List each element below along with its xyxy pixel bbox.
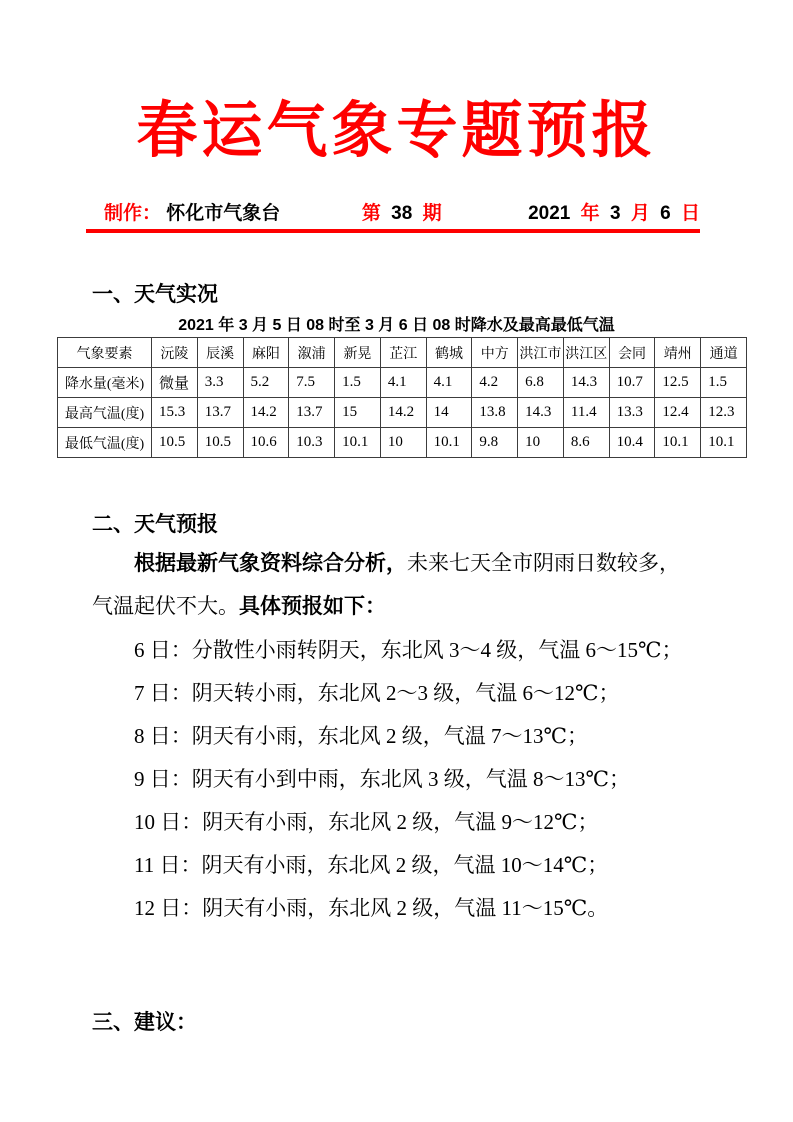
row-label: 最低气温(度) [58,428,152,458]
intro-regular-2: 气温起伏不大。 [92,594,239,618]
table-header-cell: 新晃 [335,338,381,368]
table-header-cell: 气象要素 [58,338,152,368]
table-cell: 10.7 [609,368,655,398]
table-cell: 10.5 [152,428,198,458]
table-cell: 7.5 [289,368,335,398]
table-header-cell: 沅陵 [152,338,198,368]
row-label: 最高气温(度) [58,398,152,428]
table-cell: 4.1 [380,368,426,398]
table-cell: 6.8 [518,368,564,398]
table-cell: 10.1 [335,428,381,458]
forecast-item-day6: 6 日：分散性小雨转阴天，东北风 3～4 级，气温 6～15℃； [134,638,683,662]
table-cell: 11.4 [563,398,609,428]
table-cell: 10.6 [243,428,289,458]
table-cell: 12.3 [701,398,747,428]
table-header-cell: 麻阳 [243,338,289,368]
table-cell: 13.8 [472,398,518,428]
masthead-divider-rule [86,229,700,233]
table-cell: 4.2 [472,368,518,398]
table-header-cell: 中方 [472,338,518,368]
forecast-list [92,629,710,930]
table-row-max-temp [58,398,747,428]
table-cell: 微量 [152,368,198,398]
table-cell: 9.8 [472,428,518,458]
intro-regular-1: 未来七天全市阴雨日数较多， [407,551,680,575]
table-header-cell: 会同 [609,338,655,368]
producer-name: 怀化市气象台 [166,203,281,224]
table-header-cell: 鹤城 [426,338,472,368]
table-row-precipitation [58,368,747,398]
table-cell: 10.3 [289,428,335,458]
date-month-unit: 月 [630,203,650,224]
forecast-item-day9: 9 日：阴天有小到中雨，东北风 3 级，气温 8～13℃； [134,767,630,791]
table-cell: 12.4 [655,398,701,428]
intro-bold-1: 根据最新气象资料综合分析， [134,552,407,575]
table-header-cell: 靖州 [655,338,701,368]
table-header-cell: 洪江市 [518,338,564,368]
forecast-intro [92,542,710,628]
table-cell: 14.3 [518,398,564,428]
table-cell: 14 [426,398,472,428]
table-header-cell: 通道 [701,338,747,368]
date-year-unit: 年 [580,203,600,224]
table-cell: 10.1 [426,428,472,458]
date-year: 2021 [528,203,571,224]
intro-bold-2: 具体预报如下： [239,595,386,618]
row-label: 降水量(毫米) [58,368,152,398]
forecast-item-day7: 7 日：阴天转小雨，东北风 2～3 级，气温 6～12℃； [134,681,620,705]
issue-prefix: 第 [361,203,381,224]
table-cell: 13.3 [609,398,655,428]
table-cell: 4.1 [426,368,472,398]
forecast-item-day10: 10 日：阴天有小雨，东北风 2 级，气温 9～12℃； [134,810,599,834]
table-cell: 10.1 [655,428,701,458]
table-header-cell: 芷江 [380,338,426,368]
weather-table-title: 2021 年 3 月 5 日 08 时至 3 月 6 日 08 时降水及最高最低气温 [178,317,615,334]
table-header-cell: 洪江区 [563,338,609,368]
table-cell: 15.3 [152,398,198,428]
document-title: 春运气象专题预报 [136,98,657,165]
table-cell: 8.6 [563,428,609,458]
section-1-heading: 一、天气实况 [92,283,218,306]
issue-number [362,198,442,225]
table-header-cell: 溆浦 [289,338,335,368]
issue-date [523,198,700,225]
table-cell: 13.7 [197,398,243,428]
table-cell: 14.3 [563,368,609,398]
table-cell: 10.1 [701,428,747,458]
date-month: 3 [609,203,621,224]
table-cell: 12.5 [655,368,701,398]
table-cell: 10.5 [197,428,243,458]
forecast-item-day12: 12 日：阴天有小雨，东北风 2 级，气温 11～15℃。 [134,896,609,920]
table-cell: 13.7 [289,398,335,428]
issue-value: 38 [391,203,413,224]
table-cell: 10.4 [609,428,655,458]
table-cell: 1.5 [335,368,381,398]
forecast-item-day8: 8 日：阴天有小雨，东北风 2 级，气温 7～13℃； [134,724,588,748]
producer-label: 制作： [104,203,162,224]
table-cell: 10 [518,428,564,458]
table-cell: 5.2 [243,368,289,398]
table-cell: 15 [335,398,381,428]
producer [86,198,280,225]
table-cell: 10 [380,428,426,458]
table-cell: 14.2 [243,398,289,428]
table-header-row [58,338,747,368]
issue-suffix: 期 [422,203,442,224]
date-day: 6 [660,203,671,224]
forecast-item-day11: 11 日：阴天有小雨，东北风 2 级，气温 10～14℃； [134,853,609,877]
date-day-unit: 日 [680,203,700,224]
section-2-heading: 二、天气预报 [92,513,218,536]
table-row-min-temp [58,428,747,458]
weather-table [57,337,747,458]
table-cell: 3.3 [197,368,243,398]
table-cell: 1.5 [701,368,747,398]
table-header-cell: 辰溪 [197,338,243,368]
section-3-heading: 三、建议： [92,1011,197,1034]
masthead [86,198,700,225]
table-cell: 14.2 [380,398,426,428]
